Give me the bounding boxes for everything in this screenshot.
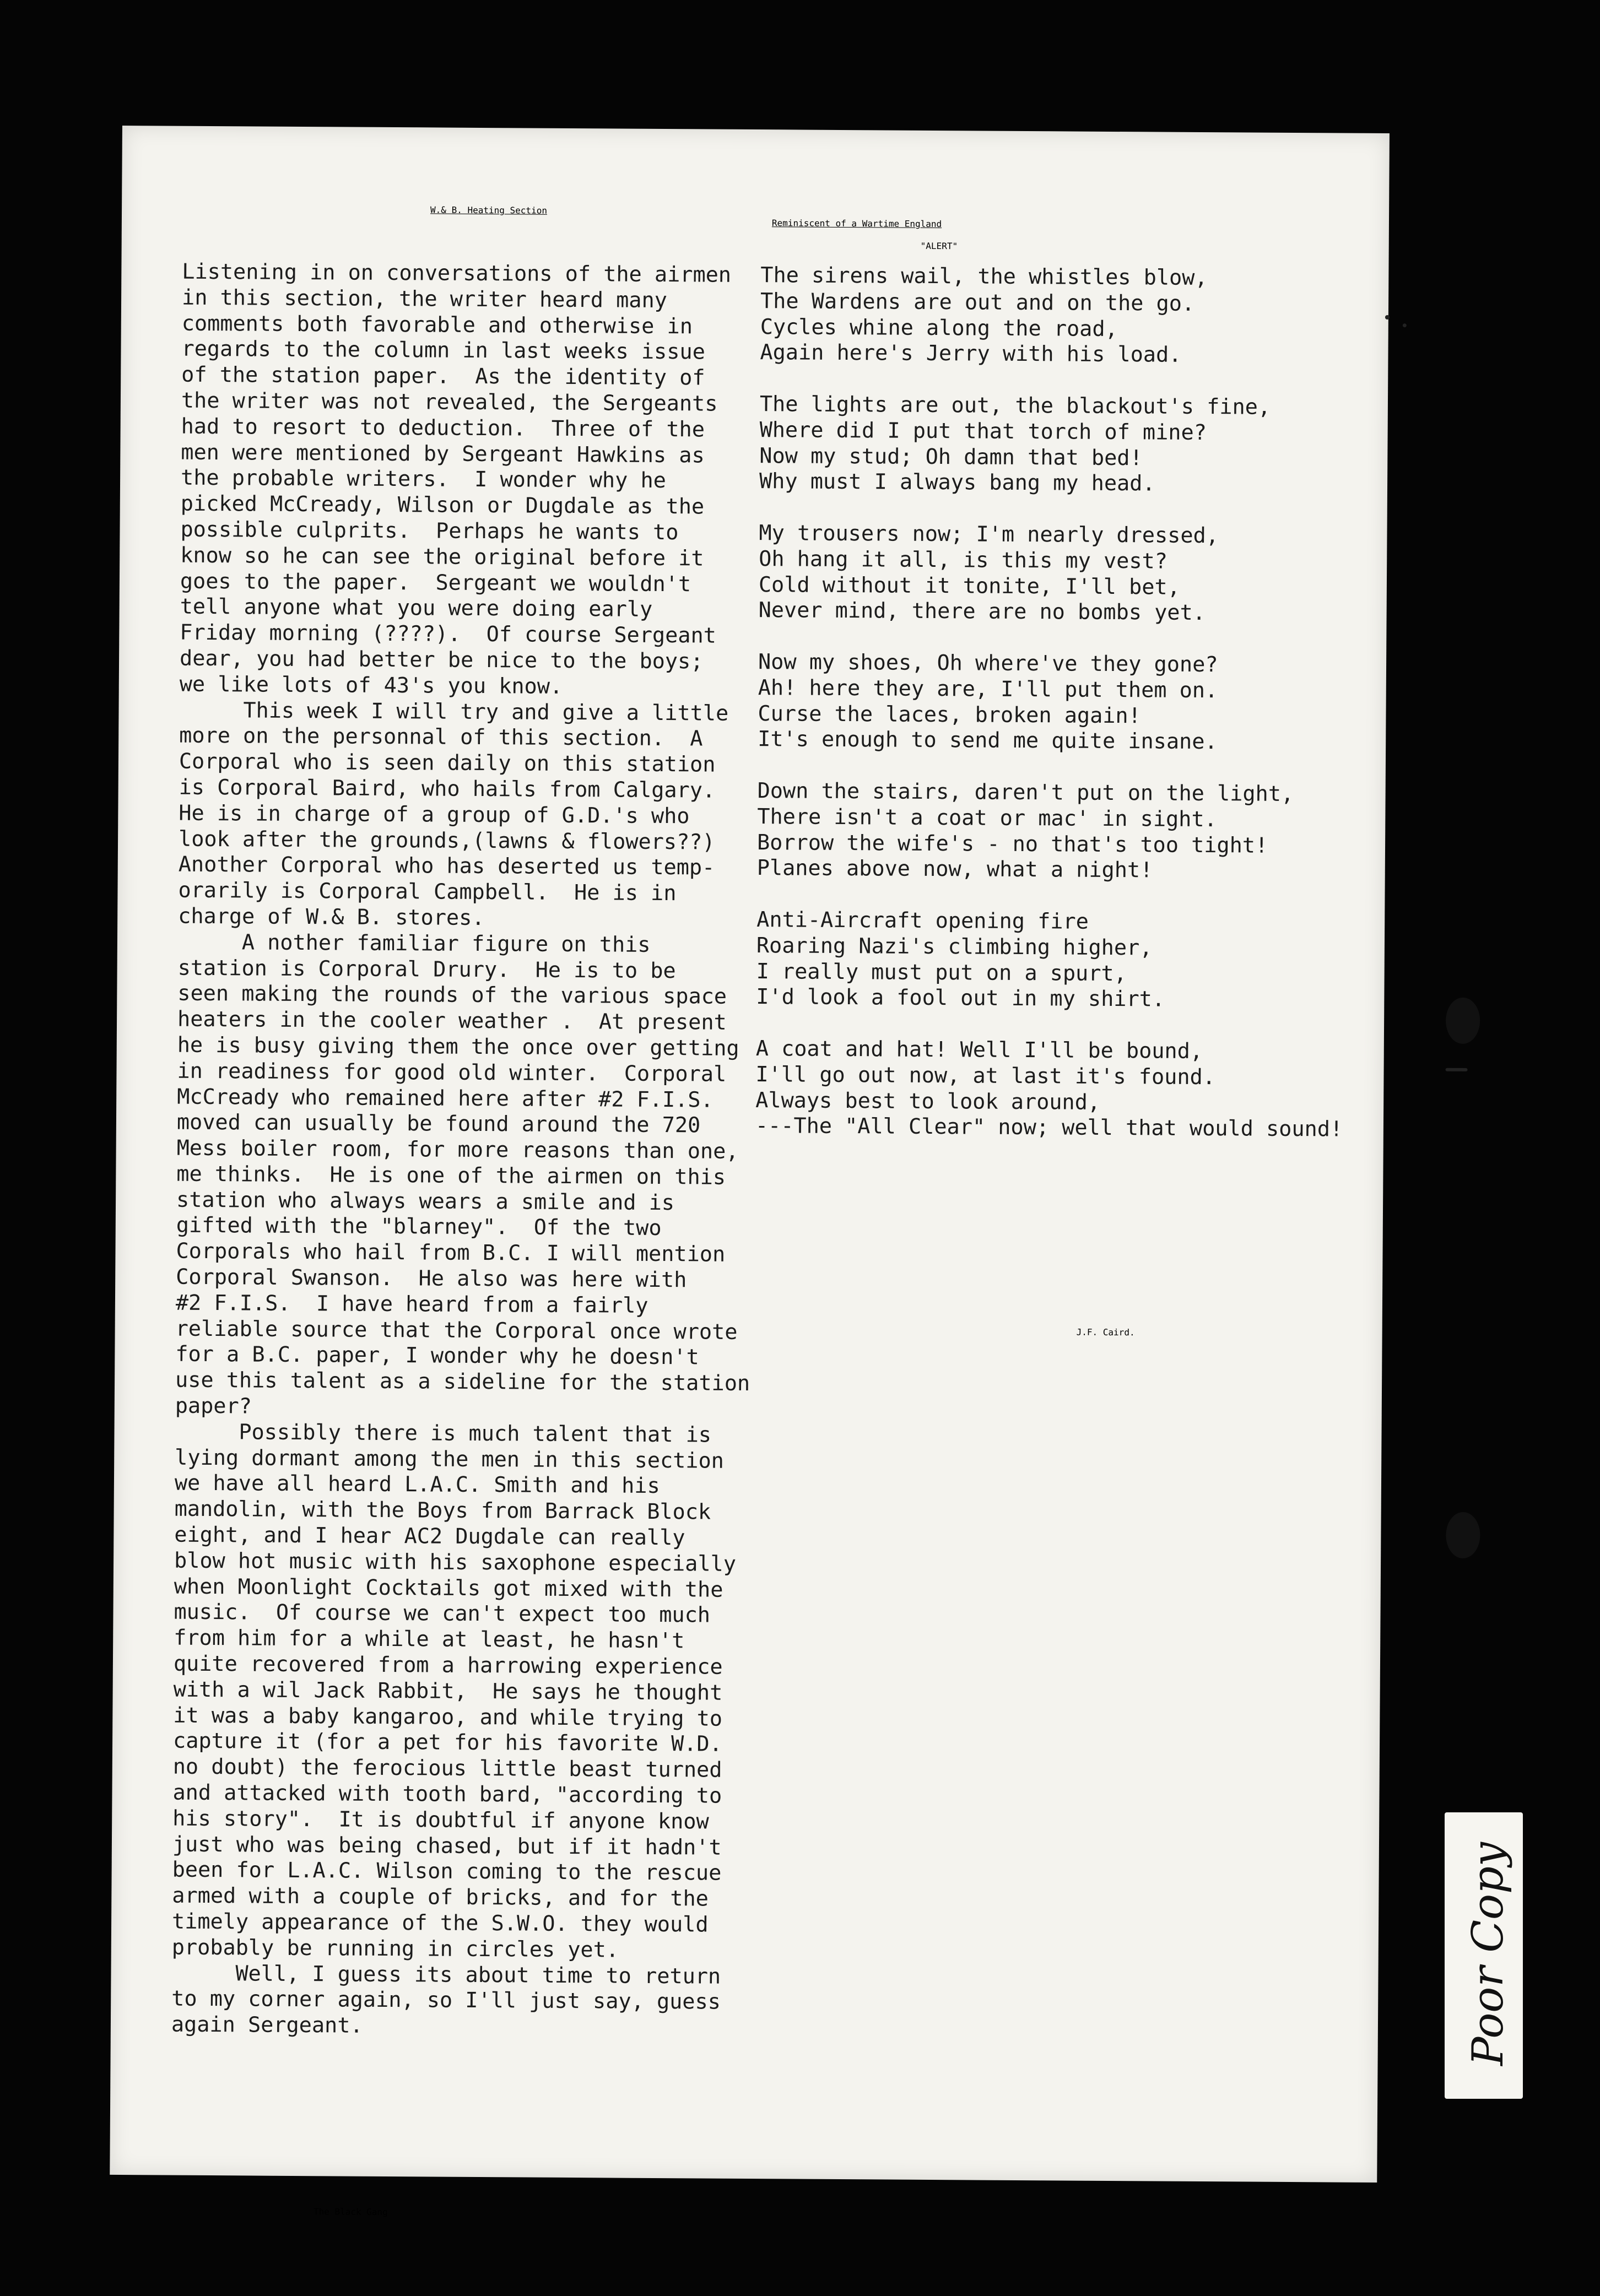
article-line: mandolin, with the Boys from Barrack Block	[174, 1496, 711, 1525]
poem-line: The sirens wail, the whistles blow,	[760, 263, 1208, 291]
poem-line: Ah! here they are, I'll put them on.	[758, 675, 1218, 703]
poem-subtitle: "ALERT"	[920, 240, 958, 252]
article-line: This week I will try and give a little	[179, 697, 729, 726]
poem-line: Never mind, there are no bombs yet.	[758, 598, 1206, 626]
article-line: regards to the column in last weeks issue	[181, 337, 705, 365]
article-line: no doubt) the ferocious little beast turned	[172, 1754, 722, 1783]
article-line: for a B.C. paper, I wonder why he doesn't	[175, 1342, 699, 1370]
article-line: probably be running in circles yet.	[171, 1935, 619, 1963]
article-line: capture it (for a pet for his favorite W.D.	[172, 1729, 722, 1757]
article-line: Friday morning (????). Of course Sergeant	[180, 620, 717, 648]
document-page	[110, 126, 1390, 2218]
poem-body	[755, 263, 1348, 1168]
poem-line: Roaring Nazi's climbing higher,	[756, 933, 1153, 961]
poem-line: A coat and hat! Well I'll be bound,	[755, 1036, 1203, 1064]
article-line: charge of W.& B. stores.	[178, 903, 485, 930]
poem-line: Oh hang it all, is this my vest?	[759, 546, 1168, 574]
article-line: he is busy giving them the once over getting	[177, 1032, 739, 1061]
article-signature: The Black Gang	[313, 2206, 388, 2218]
ink-speck	[1403, 323, 1407, 327]
article-line: the probable writers. I wonder why he	[180, 465, 667, 494]
poem-stanza	[756, 907, 1344, 1014]
article-line: we like lots of 43's you know.	[179, 672, 563, 699]
article-line: in readiness for good old winter. Corporal	[177, 1058, 727, 1087]
article-line: been for L.A.C. Wilson coming to the rescue	[172, 1858, 722, 1886]
poem-line: The Wardens are out and on the go.	[760, 288, 1195, 316]
poem-line: ---The "All Clear" now; well that would sound!	[755, 1113, 1343, 1142]
poem-line: Again here's Jerry with his load.	[760, 340, 1182, 368]
poem-line: I really must put on a spurt,	[756, 959, 1127, 986]
article-line: Mess boiler room, for more reasons than one,	[176, 1135, 739, 1164]
poem-stanza	[758, 649, 1345, 756]
article-line: look after the grounds,(lawns & flowers??)	[178, 826, 715, 855]
article-line: with a wil Jack Rabbit, He says he thought	[173, 1677, 723, 1705]
article-line: armed with a couple of bricks, and for the	[172, 1883, 709, 1911]
ink-speck	[1446, 1068, 1468, 1071]
article-line: of the station paper. As the identity of	[181, 362, 705, 391]
article-line: #2 F.I.S. I have heard from a fairly	[175, 1290, 648, 1318]
article-line: quite recovered from a harrowing experience	[173, 1651, 723, 1680]
article-line: timely appearance of the S.W.O. they would	[171, 1909, 709, 1937]
poem-stanza	[760, 263, 1348, 370]
punch-hole-mark	[1446, 1512, 1480, 1558]
article-line: we have all heard L.A.C. Smith and his	[174, 1471, 660, 1499]
article-line: Possibly there is much talent that is	[175, 1419, 712, 1448]
article-line: Another Corporal who has deserted us temp-	[178, 852, 715, 880]
poem-line: Curse the laces, broken again!	[758, 701, 1142, 728]
article-line: more on the personnal of this section. A	[179, 723, 703, 751]
article-line: music. Of course we can't expect too much	[174, 1600, 711, 1628]
article-line: and attacked with tooth bard, "according to	[172, 1780, 722, 1808]
article-line: know so he can see the original before it	[180, 543, 704, 571]
poem-line: I'd look a fool out in my shirt.	[756, 984, 1165, 1012]
article-line: goes to the paper. Sergeant we wouldn't	[180, 568, 691, 597]
poem-line: My trousers now; I'm nearly dressed,	[759, 521, 1219, 549]
article-line: it was a baby kangaroo, and while trying to	[173, 1703, 723, 1731]
article-line: heaters in the cooler weather . At present	[177, 1006, 727, 1035]
article-line: possible culprits. Perhaps he wants to	[180, 517, 679, 545]
article-line: gifted with the "blarney". Of the two	[176, 1213, 662, 1241]
article-line: Corporal who is seen daily on this station	[179, 749, 716, 777]
article-line: Well, I guess its about time to return	[171, 1961, 721, 1989]
article-line: reliable source that the Corporal once wrote	[175, 1316, 738, 1345]
article-line: eight, and I hear AC2 Dugdale can really	[174, 1522, 685, 1551]
poem-line: It's enough to send me quite insane.	[758, 727, 1218, 755]
ink-speck	[1385, 315, 1390, 320]
poem-title: Reminiscent of a Wartime England	[771, 218, 942, 230]
article-body	[171, 259, 757, 2042]
article-line: picked McCready, Wilson or Dugdale as the	[180, 491, 705, 519]
poem-line: There isn't a coat or mac' in sight.	[757, 804, 1217, 832]
article-line: moved can usually be found around the 720	[176, 1109, 701, 1138]
punch-hole-mark	[1446, 998, 1480, 1044]
article-line: tell anyone what you were doing early	[180, 594, 653, 622]
article-line: lying dormant among the men in this section	[175, 1445, 725, 1474]
poem-line: Down the stairs, daren't put on the light,	[757, 778, 1294, 806]
poem-signature: J.F. Caird.	[1076, 1326, 1135, 1338]
article-line: men were mentioned by Sergeant Hawkins as	[181, 440, 705, 468]
poem-stanza	[759, 392, 1347, 499]
article-line: is Corporal Baird, who hails from Calgary.	[179, 775, 716, 803]
poem-line: Anti-Aircraft opening fire	[756, 907, 1089, 934]
article-line: station who always wears a smile and is	[176, 1187, 675, 1215]
article-line: use this talent as a sideline for the station	[175, 1367, 750, 1396]
poem-line: The lights are out, the blackout's fine,	[759, 392, 1271, 420]
article-line: A nother familiar figure on this	[177, 929, 651, 957]
poem-line: Cycles whine along the road,	[760, 314, 1118, 342]
article-line: He is in charge of a group of G.D.'s who	[179, 800, 690, 829]
poem-line: Now my stud; Oh damn that bed!	[759, 443, 1143, 470]
poem-line: I'll go out now, at last it's found.	[755, 1062, 1216, 1090]
article-line: just who was being chased, but if it hadn't	[172, 1832, 722, 1860]
article-line: McCready who remained here after #2 F.I.S.	[177, 1084, 713, 1113]
article-line: again Sergeant.	[171, 2012, 363, 2038]
article-line: Corporal Swanson. He also was here with	[176, 1264, 687, 1293]
article-line: comments both favorable and otherwise in	[181, 311, 693, 339]
poem-line: Cold without it tonite, I'll bet,	[758, 572, 1180, 600]
article-line: from him for a while at least, he hasn't	[174, 1625, 685, 1654]
poem-stanza	[755, 1036, 1343, 1143]
article-line: his story". It is doubtful if anyone know	[172, 1806, 709, 1834]
article-line: me thinks. He is one of the airmen on this	[176, 1161, 726, 1190]
article-line: dear, you had better be nice to the boys;	[179, 646, 704, 674]
poem-line: Now my shoes, Oh where've they gone?	[758, 649, 1218, 678]
poem-stanza	[758, 521, 1346, 627]
article-line: paper?	[175, 1393, 252, 1419]
article-line: Corporals who hail from B.C. I will mention	[176, 1238, 726, 1268]
poem-line: Where did I put that torch of mine?	[759, 417, 1207, 445]
article-line: to my corner again, so I'll just say, guess	[171, 1986, 721, 2015]
left-column-heading: W.& B. Heating Section	[430, 204, 548, 216]
poem-line: Planes above now, what a night!	[756, 855, 1153, 883]
article-line: when Moonlight Cocktails got mixed with the	[174, 1574, 723, 1602]
article-line: blow hot music with his saxophone especially	[174, 1548, 737, 1577]
poem-line: Why must I always bang my head.	[759, 469, 1155, 496]
article-line: Listening in on conversations of the airmen	[182, 259, 732, 288]
poem-line: Borrow the wife's - no that's too tight!	[756, 830, 1268, 858]
article-line: seen making the rounds of the various space	[177, 981, 727, 1010]
archive-label-text: Poor Copy	[1463, 1842, 1513, 2066]
article-line: the writer was not revealed, the Sergeants	[181, 388, 718, 416]
article-line: in this section, the writer heard many	[181, 285, 668, 313]
poem-line: Always best to look around,	[755, 1087, 1101, 1115]
article-line: orarily is Corporal Campbell. He is in	[178, 878, 677, 906]
article-line: station is Corporal Drury. He is to be	[177, 955, 676, 983]
poem-stanza	[757, 778, 1345, 885]
article-line: had to resort to deduction. Three of the	[181, 414, 705, 442]
